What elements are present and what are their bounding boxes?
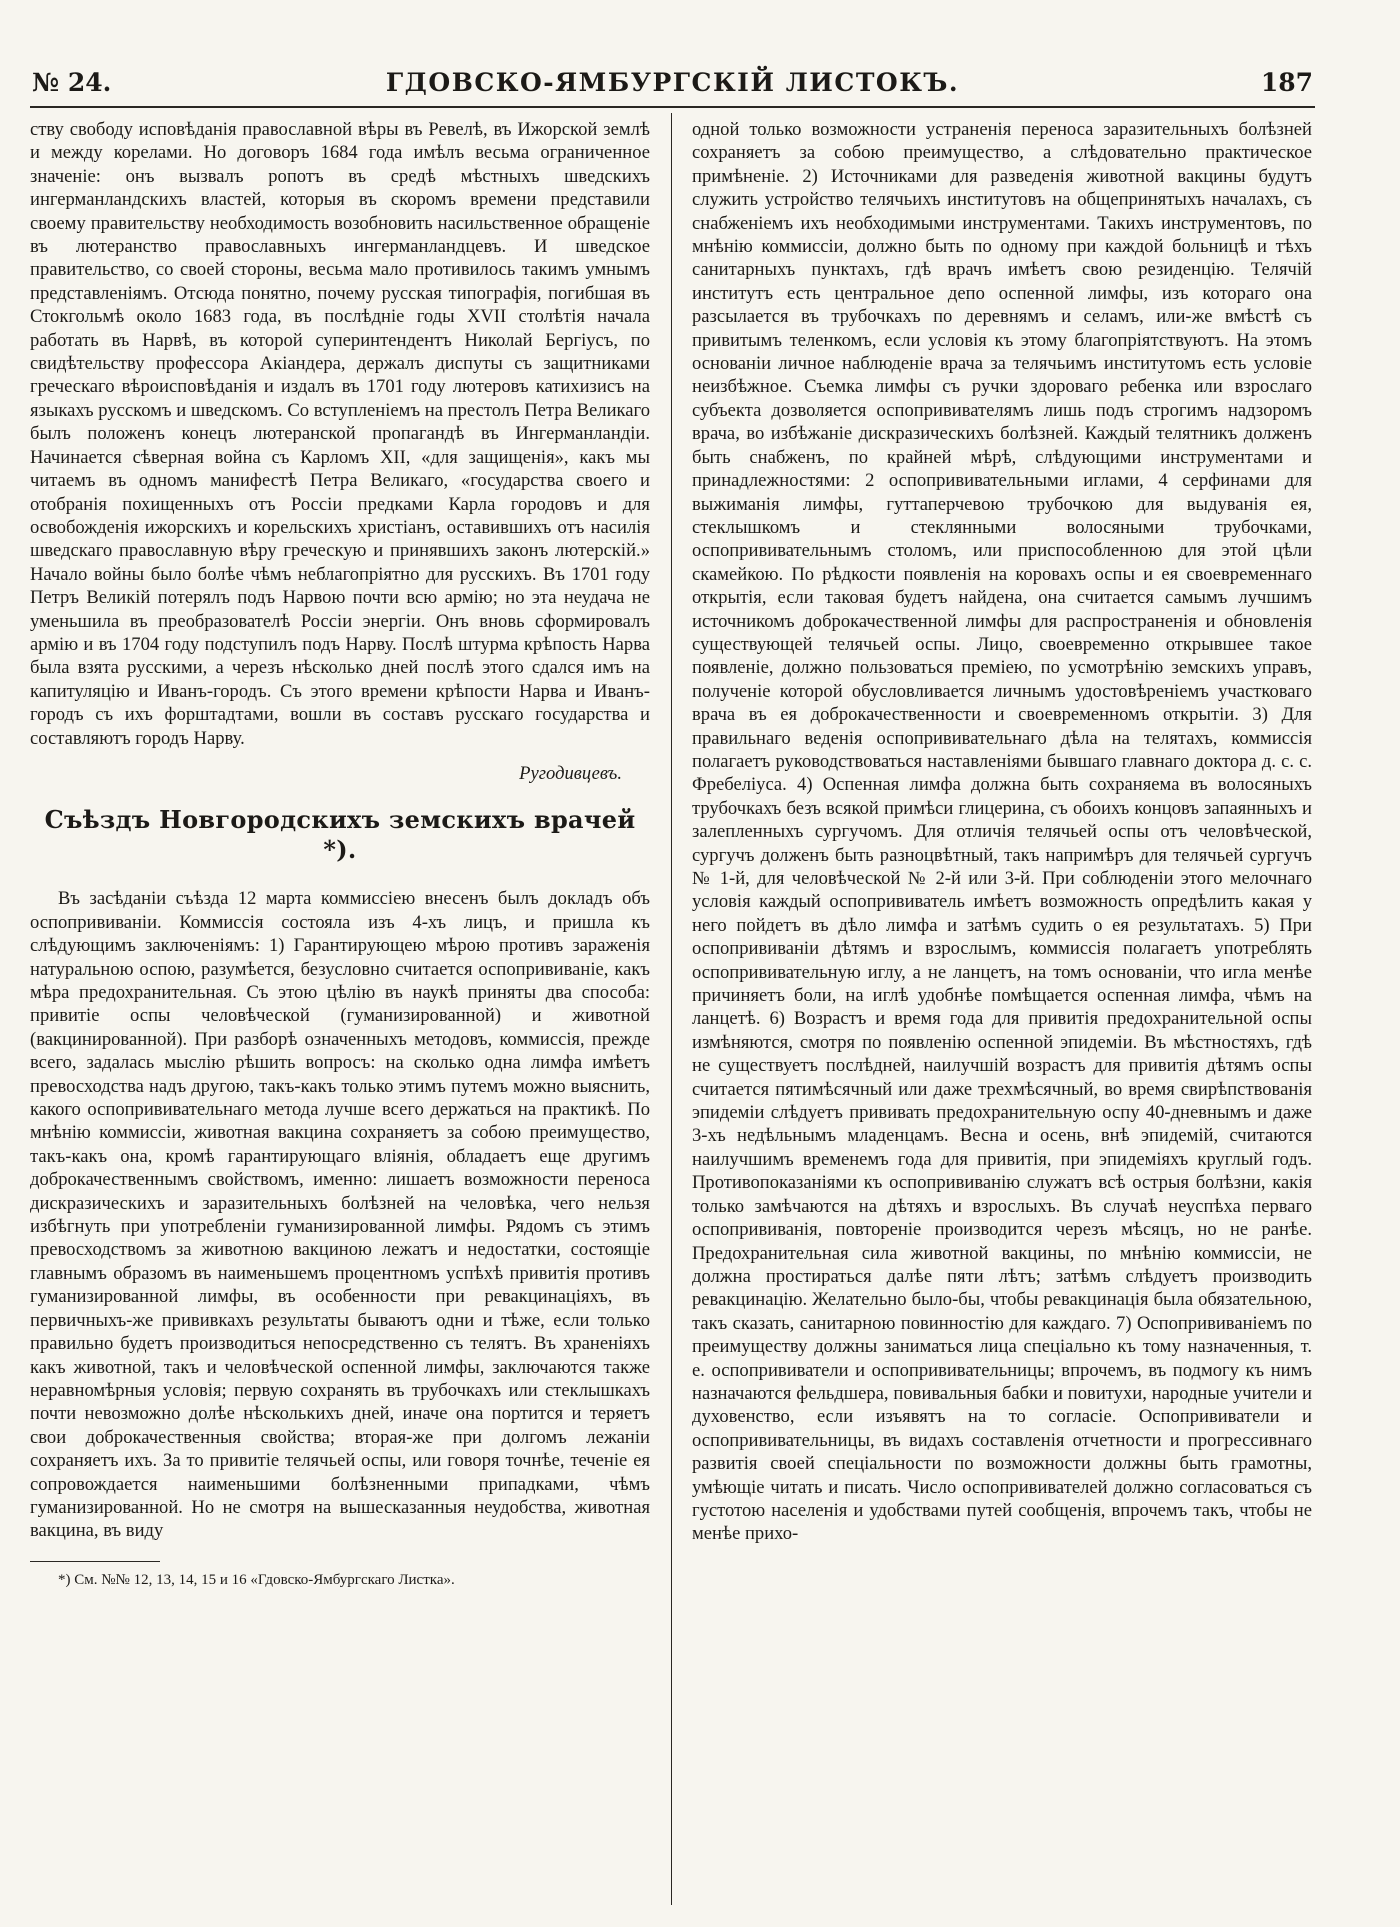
footnote-rule <box>30 1561 160 1562</box>
header-rule <box>30 106 1315 108</box>
newspaper-page <box>30 18 1315 1908</box>
section-title: Съѣздъ Новгородскихъ земскихъ врачей *). <box>44 805 636 865</box>
congress-paragraph: Въ засѣданіи съѣзда 12 марта коммиссіею внесенъ былъ докладъ объ оспопрививаніи. Коммиссія состояла изъ 4-хъ лицъ, и пришла къ слѣдующимъ заключеніямъ: 1) Гарантирующею мѣрою противъ зараженія натуральною оспою, разумѣется, безусловно считается оспопрививаніе, какъ мѣра предохранительная. Съ этою цѣлію въ наукѣ приняты два способа: привитіе оспы человѣческой (гуманизированной) и животной (вакцинированной). При разборѣ означенныхъ методовъ, коммиссія, прежде всего, задалась мыслію рѣшить вопросъ: на сколько одна лимфа имѣетъ превосходства надъ другою, такъ-какъ только этимъ путемъ можно выяснить, какого оспопрививательнаго метода лучше всего держаться на практикѣ. По мнѣнію коммиссіи, животная вакцина сохраняетъ за собою преимущество, такъ-какъ она, кромѣ гарантирующаго вліянія, обладаетъ еще другимъ доброкачественнымъ свойствомъ, именно: лишаетъ возможности переноса дискразическихъ и заразительныхъ болѣзней на человѣка, чего нельзя избѣгнуть при употребленіи гуманизированной лимфы. Рядомъ съ этимъ превосходствомъ за животною вакциною лежатъ и недостатки, состоящіе главнымъ образомъ въ наименьшемъ процентномъ успѣхѣ привитія противъ гуманизированной лимфы, въ особенности при ревакцинаціяхъ, въ первичныхъ-же прививкахъ результаты бываютъ одни и тѣже, если только правильно будетъ производиться непосредственно съ телятъ. Въ храненіяхъ какъ животной, такъ и человѣческой оспенной лимфы, заключаются также неравномѣрныя условія; первую сохранять въ трубочкахъ или стеклышкахъ почти невозможно долѣе нѣсколькихъ дней, иначе она портится и теряетъ свои доброкачественныя свойства; вторая-же при долгомъ лежаніи сохраняетъ ихъ. За то привитіе телячьей оспы, или говоря точнѣе, теченіе ея сопровождается наименьшими болѣзненными припадками, чѣмъ гуманизированной. Но не смотря на вышесказанныя неудобства, животная вакцина, въ виду <box>30 888 650 1542</box>
author-signature: Ругодивцевъ. <box>519 762 622 784</box>
column-divider <box>671 113 672 1905</box>
right-column <box>692 118 1312 1546</box>
page-header <box>30 48 1315 108</box>
history-paragraph: ству свободу исповѣданія православной вѣры въ Ревелѣ, въ Ижорской землѣ и между корелами. Но договоръ 1684 года имѣлъ весьма ограниченное значеніе: онъ вызвалъ ропотъ въ средѣ мѣстныхъ шведскихъ ингерманландскихъ властей, которыя въ скоромъ времени представили своему правительству необходимость возобновить насильственное обращеніе въ лютеранство православныхъ ингерманландцевъ. И шведское правительство, со своей стороны, весьма мало противилось такимъ умнымъ представленіямъ. Отсюда понятно, почему русская типографія, погибшая въ Стокгольмѣ около 1683 года, въ послѣдніе годы XVII столѣтія начала работать въ Нарвѣ, въ которой суперинтендентъ Николай Бергіусъ, по свидѣтельству профессора Акіандера, держалъ диспуты съ защитниками греческаго вѣроисповѣданія и издалъ въ 1701 году лютеровъ катихизисъ на языкахъ русскомъ и шведскомъ. Со вступленіемъ на престолъ Петра Великаго былъ положенъ конецъ лютеранской пропагандѣ въ Ингерманландіи. Начинается сѣверная война съ Карломъ XII, «для защищенія», какъ мы читаемъ въ одномъ манифестѣ Петра Великаго, «государства своего и отобранія похищенныхъ отъ Россіи предками Карла городовъ и для освобожденія ижорскихъ и корельскихъ христіанъ, оставившихъ отъ насилія шведскаго православную вѣру греческую и принявшихъ законъ лютерскій.» Начало войны было болѣе чѣмъ неблагопріятно для русскихъ. Въ 1701 году Петръ Великій потерялъ подъ Нарвою почти всю армію; но эта неудача не уменьшила въ преобразователѣ Россіи энергіи. Онъ вновь сформировалъ армію и въ 1704 году подступилъ подъ Нарву. Послѣ штурма крѣпость Нарва была взята русскими, а черезъ нѣсколько дней послѣ этого сдался имъ на капитуляцію и Иванъ-городъ. Съ этого времени крѣпости Нарва и Иванъ-городъ съ ихъ форштадтами, вошли въ составъ русскаго государства и составляютъ городъ Нарву. <box>30 119 650 749</box>
page-number: 187 <box>1260 68 1313 97</box>
issue-number: № 24. <box>32 68 112 97</box>
footnote: *) См. №№ 12, 13, 14, 15 и 16 «Гдовско-Ямбургскаго Листка». <box>58 1571 455 1588</box>
vaccination-paragraph: одной только возможности устраненія переноса заразительныхъ болѣзней сохраняетъ за собою преимущество, а слѣдовательно практическое примѣненіе. 2) Источниками для разведенія животной вакцины будутъ служить устройство телячьихъ институтовъ на общепринятыхъ началахъ, съ снабженіемъ ихъ необходимыми инструментами. Такихъ инструментовъ, по мнѣнію коммиссіи, должно быть по одному при каждой больницѣ и тѣхъ санитарныхъ пунктахъ, гдѣ врачъ имѣетъ свою резиденцію. Телячій институтъ есть центральное депо оспенной лимфы, изъ котораго она разсылается въ трубочкахъ по деревнямъ и селамъ, или-же вмѣстѣ съ привитымъ теленкомъ, если условія къ этому благопріятствуютъ. На этомъ основаніи личное наблюденіе врача за телячьимъ институтомъ есть условіе неизбѣжное. Съемка лимфы съ ручки здороваго ребенка или взрослаго субъекта дозволяется оспопрививателямъ лишь подъ строгимъ надзоромъ врача, во избѣжаніе дискразическихъ болѣзней. Каждый телятникъ долженъ быть снабженъ, по крайней мѣрѣ, слѣдующими инструментами и принадлежностями: 2 оспопрививательными иглами, 4 серфинами для выжиманія лимфы, гуттаперчевою трубочкою для выдуванія ея, стеклышкомъ и стеклянными волосяными трубочками, оспопрививательнымъ столомъ, или приспособленною для этой цѣли скамейкою. По рѣдкости появленія на коровахъ оспы и ея своевременнаго открытія, если таковая будетъ найдена, она считается самымъ лучшимъ источникомъ доброкачественной лимфы для распространенія и обновленія существующей телячьей оспы. Лицо, своевременно открывшее такое появленіе, должно пользоваться преміею, по усмотрѣнію земскихъ управъ, полученіе которой обусловливается личнымъ удостовѣреніемъ участковаго врача въ ея доброкачественности и своевременномъ открытіи. 3) Для правильнаго веденія оспопрививательнаго дѣла на телятахъ, коммиссія полагаетъ руководствоваться наставленіями бывшаго главнаго доктора д. с. с. Фребеліуса. 4) Оспенная лимфа должна быть сохраняема въ волосяныхъ трубочкахъ безъ всякой примѣси глицерина, съ обоихъ концовъ запаянныхъ и залепленныхъ сургучомъ. Для отличія телячьей оспы отъ человѣческой, сургучъ долженъ быть разноцвѣтный, такъ напримѣръ для телячьей сургучъ № 1-й, для человѣческой № 2-й или 3-й. При соблюденіи этого мелочнаго условія каждый оспопрививатель имѣетъ возможность опредѣлить какая у него пойдетъ въ дѣло лимфа и затѣмъ судить о ея результатахъ. 5) При оспопрививаніи дѣтямъ и взрослымъ, коммиссія полагаетъ употреблять оспопрививательную иглу, а не ланцетъ, на томъ основаніи, что игла менѣе причиняетъ боли, на иглѣ удобнѣе помѣщается оспенная лимфа, чѣмъ на ланцетѣ. 6) Возрастъ и время года для привитія предохранительной оспы измѣняются, смотря по появленію оспенной эпидеміи. Въ мѣстностяхъ, гдѣ не существуетъ послѣдней, наилучшій возрастъ для привитія дѣтямъ оспы считается пятимѣсячный или даже трехмѣсячный, во время свирѣпствованія эпидеміи слѣдуетъ прививать предохранительную оспу 40-дневнымъ и даже 3-хъ недѣльнымъ младенцамъ. Весна и осень, внѣ эпидемій, считаются наилучшимъ временемъ года для привитія, при эпидеміяхъ круглый годъ. Противопоказаніями къ оспопрививанію служатъ всѣ острыя болѣзни, какія только замѣчаются на дѣтяхъ и взрослыхъ. Въ случаѣ неуспѣха перваго оспопрививанія, повтореніе производится черезъ мѣсяцъ, но не ранѣе. Предохранительная сила животной вакцины, по мнѣнію коммиссіи, не должна простираться далѣе пяти лѣтъ; затѣмъ слѣдуетъ производить ревакцинацію. Желательно было-бы, чтобы ревакцинація была обязательною, такъ сказать, санитарною повинностію для каждаго. 7) Оспопрививаніемъ по преимуществу должны заниматься лица спеціально къ тому назначенныя, т. е. оспопрививатели и оспопрививательницы; впрочемъ, въ подмогу къ нимъ назначаются фельдшера, повивальныя бабки и повитухи, народные учители и духовенство, если изъявятъ на то согласіе. Оспопрививатели и оспопрививательницы, въ видахъ составленія отчетности и прогрессивнаго развитія своей спеціальности по возможности должны быть грамотны, умѣющіе читать и писать. Число оспопрививателей должно согласоваться съ густотою населенія и удобствами путей сообщенія, впрочемъ такъ, чтобы не менѣе прихо- <box>692 119 1312 1545</box>
left-column <box>30 118 650 1590</box>
newspaper-title: ГДОВСКО-ЯМБУРГСКІЙ ЛИСТОКЪ. <box>385 68 960 97</box>
